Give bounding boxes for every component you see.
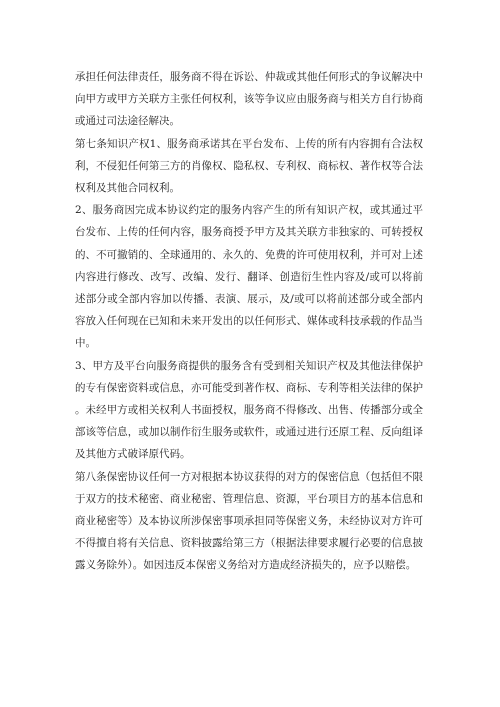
paragraph-article8-confidentiality: 第八条保密协议任何一方对根据本协议获得的对方的保密信息（包括但不限于双方的技术秘密、商业秘密、管理信息、资源，平台项目方的基本信息和商业秘密等）及本协议所涉保密事项承担同等保密义务，未经协议对方许可不得擅自将有关信息、资料披露给第三方（根据法律要求履行必要的信息披露义务除外）。如因违反本保密义务给对方造成经济损失的，应予以赔偿。 — [75, 470, 423, 572]
paragraph-liability-continuation: 承担任何法律责任，服务商不得在诉讼、仲裁或其他任何形式的争议解决中向甲方或甲方关联方主张任何权利，该等争议应由服务商与相关方自行协商或通过司法途径解决。 — [75, 71, 423, 128]
paragraph-article7-clause2: 2、服务商因完成本协议约定的服务内容产生的所有知识产权，或其通过平台发布、上传的任何内容，服务商授予甲方及其关联方非独家的、可转授权的、不可撤销的、全球通用的、永久的、免费的许可使用权利，并可对上述内容进行修改、改写、改编、发行、翻译、创造衍生性内容及/或可以将前述部分或全部内容加以传播、表演、展示，及/或可以将前述部分或全部内容放入任何现在已知和未来开发出的以任何形式、媒体或科技承载的作品当中。 — [75, 204, 423, 350]
paragraph-article7-clause1: 第七条知识产权1、服务商承诺其在平台发布、上传的所有内容拥有合法权利，不侵犯任何第三方的肖像权、隐私权、专利权、商标权、著作权等合法权利及其他合同权利。 — [75, 137, 423, 195]
paragraph-article7-clause3: 3、甲方及平台向服务商提供的服务含有受到相关知识产权及其他法律保护的专有保密资料或信息，亦可能受到著作权、商标、专利等相关法律的保护。未经甲方或相关权利人书面授权，服务商不得修改、出售、传播部分或全部该等信息，或加以制作衍生服务或软件，或通过进行还原工程、反向组译及其他方式破译原代码。 — [75, 359, 423, 461]
document-body — [75, 66, 423, 577]
